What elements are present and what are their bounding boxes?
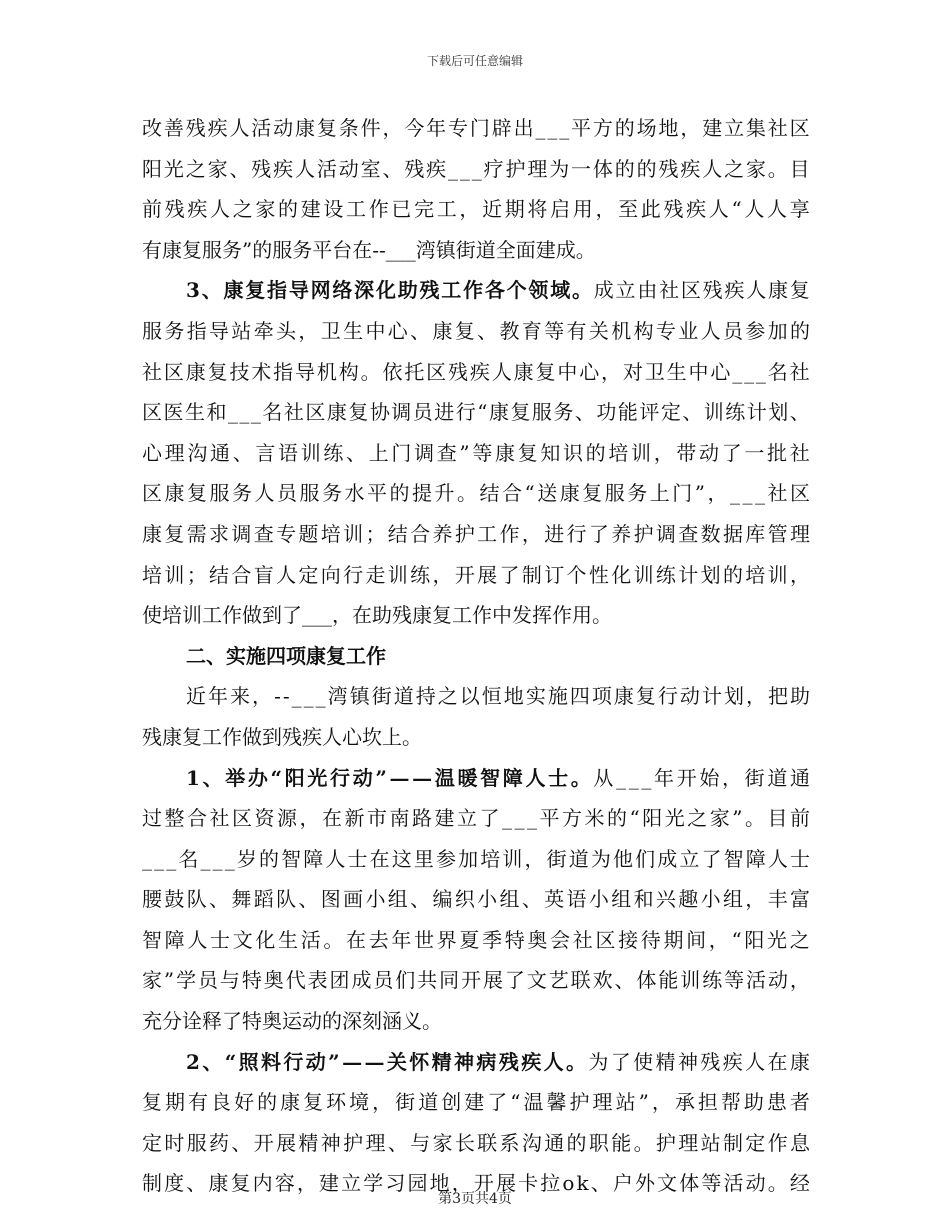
text-line: 前 残 疾 人 之 家 的 建 设 工 作 已 完 工 ， 近 期 将 启 用 ， 至 此 残 疾 人 “ 人 人 享 <box>142 197 810 222</box>
text-line: 1 、 举 办 “ 阳 光 行 动 ” — — 温 暖 智 障 人 士 。 从 _ _ _ 年 开 始 ， 街 道 通 <box>186 765 810 790</box>
text-line: 复 期 有 良 好 的 康 复 环 境 ， 街 道 创 建 了 “ 温 馨 护 理 站 ” ， 承 担 帮 助 患 者 <box>142 1090 810 1115</box>
text-line: 二、实施四项康复工作 <box>186 643 386 668</box>
text-line: 康 复 需 求 调 查 专 题 培 训 ； 结 合 养 护 工 作 ， 进 行 了 养 护 调 查 数 据 库 管 理 <box>142 521 810 546</box>
text-line: 充分诠释了特奥运动的深刻涵义。 <box>142 1009 442 1034</box>
text-line: _ _ _ 名 _ _ _ 岁 的 智 障 人 士 在 这 里 参 加 培 训 ， 街 道 为 他 们 成 立 了 智 障 人 士 <box>142 846 810 871</box>
document-body <box>142 108 810 1204</box>
text-line: 有康复服务”的服务平台在--___湾镇街道全面建成。 <box>142 237 596 262</box>
text-line: 社 区 康 复 技 术 指 导 机 构 。 依 托 区 残 疾 人 康 复 中 心 ， 对 卫 生 中 心 _ _ _ 名 社 <box>142 359 810 384</box>
text-line: 近 年 来 ， - - _ _ _ 湾 镇 街 道 持 之 以 恒 地 实 施 四 项 康 复 行 动 计 划 ， 把 助 <box>186 684 810 709</box>
text-line: 智 障 人 士 文 化 生 活 。 在 去 年 世 界 夏 季 特 奥 会 社 区 接 待 期 间 ， “ 阳 光 之 <box>142 927 810 952</box>
text-line: 培 训 ； 结 合 盲 人 定 向 行 走 训 练 ， 开 展 了 制 订 个 性 化 训 练 计 划 的 培 训 ， <box>142 562 810 587</box>
page-footer: 第3页共4页 <box>438 1191 512 1207</box>
text-line: 区 康 复 服 务 人 员 服 务 水 平 的 提 升 。 结 合 “ 送 康 复 服 务 上 门 ” ， _ _ _ 社 区 <box>142 481 810 506</box>
text-line: 腰 鼓 队 、 舞 蹈 队 、 图 画 小 组 、 编 织 小 组 、 英 语 小 组 和 兴 趣 小 组 ， 丰 富 <box>142 887 810 912</box>
text-line: 区 医 生 和 _ _ _ 名 社 区 康 复 协 调 员 进 行 “ 康 复 服 务 、 功 能 评 定 、 训 练 计 划 、 <box>142 400 810 425</box>
text-line: 心 理 沟 通 、 言 语 训 练 、 上 门 调 查 ” 等 康 复 知 识 的 培 训 ， 带 动 了 一 批 社 <box>142 440 810 465</box>
text-line: 2 、 “ 照 料 行 动 ” — — 关 怀 精 神 病 残 疾 人 。 为 了 使 精 神 残 疾 人 在 康 <box>186 1049 810 1074</box>
text-line: 改 善 残 疾 人 活 动 康 复 条 件 ， 今 年 专 门 辟 出 _ _ _ 平 方 的 场 地 ， 建 立 集 社 区 <box>142 116 810 140</box>
text-line: 阳 光 之 家 、 残 疾 人 活 动 室 、 残 疾 _ _ _ 疗 护 理 为 一 体 的 的 残 疾 人 之 家 。 目 <box>142 156 810 181</box>
text-line: 残康复工作做到残疾人心坎上。 <box>142 724 422 749</box>
text-line: 服 务 指 导 站 牵 头 ， 卫 生 中 心 、 康 复 、 教 育 等 有 关 机 构 专 业 人 员 参 加 的 <box>142 318 810 343</box>
text-line: 制 度 、 康 复 内 容 ， 建 立 学 习 园 地 ， 开 展 卡 拉 o k 、 户 外 文 体 等 活 动 。 经 <box>142 1171 810 1196</box>
text-line: 使培训工作做到了___，在助残康复工作中发挥作用。 <box>142 603 612 628</box>
page-header: 下载后可任意编辑 <box>426 54 523 68</box>
text-line: 过 整 合 社 区 资 源 ， 在 新 市 南 路 建 立 了 _ _ _ 平 方 米 的 “ 阳 光 之 家 ” 。 目 前 <box>142 806 810 831</box>
text-line: 定 时 服 药 、 开 展 精 神 护 理 、 与 家 长 联 系 沟 通 的 职 能 。 护 理 站 制 定 作 息 <box>142 1130 810 1155</box>
text-line: 家 ” 学 员 与 特 奥 代 表 团 成 员 们 共 同 开 展 了 文 艺 联 欢 、 体 能 训 练 等 活 动 ， <box>142 968 810 993</box>
text-line: 3 、 康 复 指 导 网 络 深 化 助 残 工 作 各 个 领 域 。 成 立 由 社 区 残 疾 人 康 复 <box>186 278 810 303</box>
